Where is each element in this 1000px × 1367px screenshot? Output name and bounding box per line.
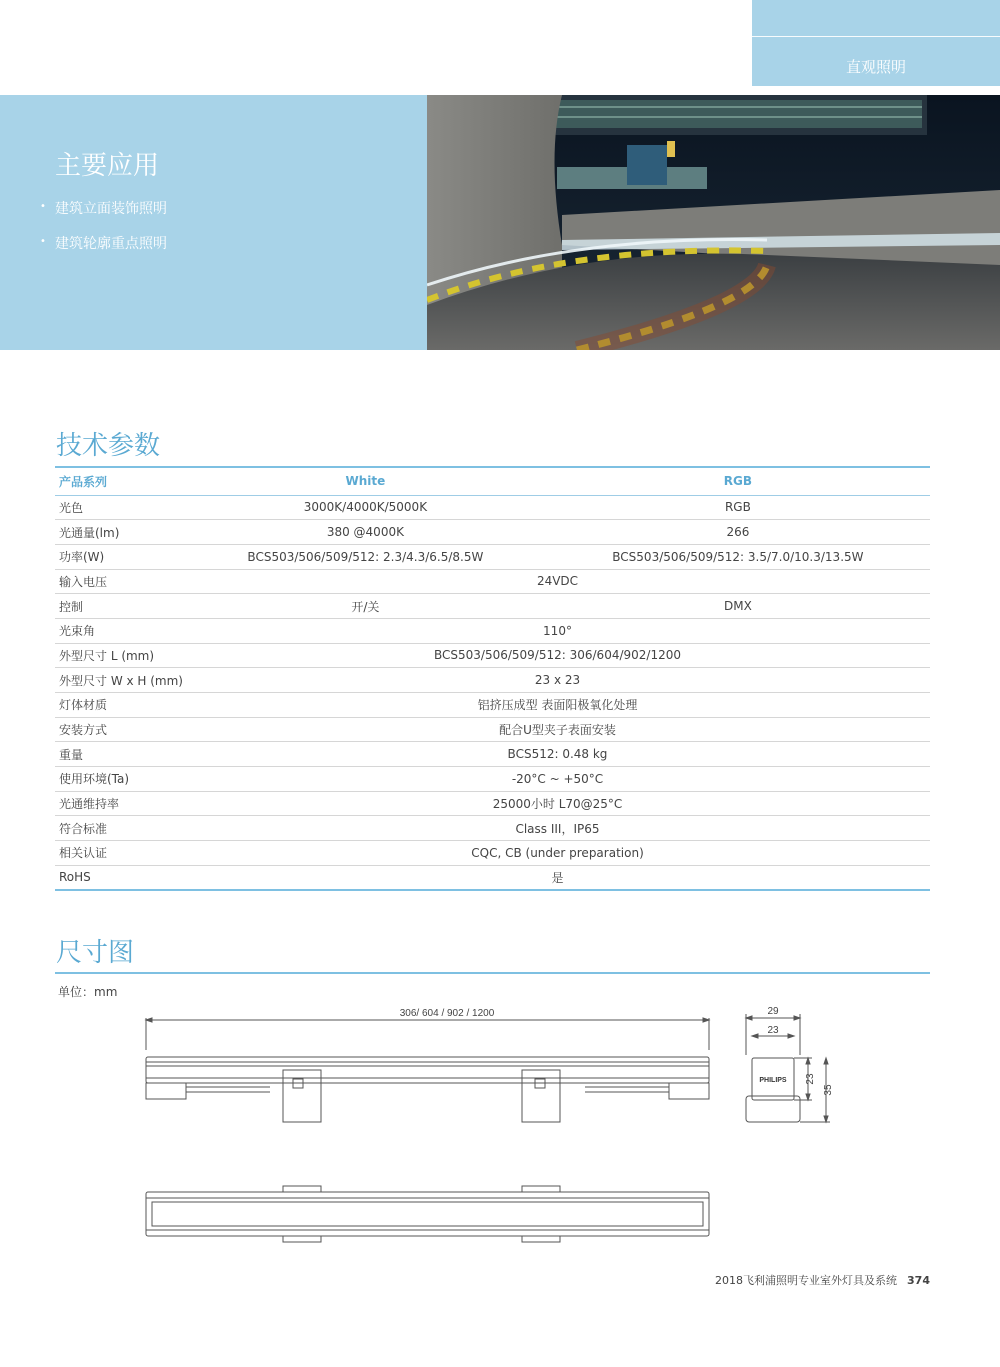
table-row: 功率(W) BCS503/506/509/512: 2.3/4.3/6.5/8.5W BCS503/506/509/512: 3.5/7.0/10.3/13.5W: [55, 544, 930, 569]
applications-title: 主要应用: [55, 151, 160, 181]
tab-divider: [752, 36, 1000, 37]
col-white: White: [185, 468, 546, 495]
page-number: 374: [907, 1274, 930, 1287]
dimensions-rule: [55, 972, 930, 974]
bullet-icon: •: [40, 236, 46, 247]
table-row: 灯体材质 铝挤压成型 表面阳极氧化处理: [55, 693, 930, 718]
table-row: RoHS 是: [55, 865, 930, 890]
col-product-series: 产品系列: [55, 468, 185, 495]
table-row: 重量 BCS512: 0.48 kg: [55, 742, 930, 767]
dimensions-title: 尺寸图: [56, 938, 135, 968]
unit-label: 单位：mm: [58, 985, 118, 999]
bullet-icon: •: [40, 201, 46, 212]
table-row: 使用环境(Ta) -20°C ~ +50°C: [55, 767, 930, 792]
table-row: 光通量(lm) 380 @4000K 266: [55, 520, 930, 545]
category-label: 直观照明: [845, 58, 906, 76]
table-row: 光通维持率 25000小时 L70@25°C: [55, 791, 930, 816]
width-outer-label: 29: [767, 1006, 779, 1017]
table-row: 安装方式 配合U型夹子表面安装: [55, 717, 930, 742]
application-item: • 建筑轮廓重点照明: [40, 233, 167, 268]
height-outer-label: 35: [823, 1084, 834, 1096]
page-footer: [715, 1272, 930, 1288]
table-row: 输入电压 24VDC: [55, 569, 930, 594]
table-row: 控制 开/关 DMX: [55, 594, 930, 619]
brand-label: PHILIPS: [759, 1077, 787, 1084]
col-rgb: RGB: [546, 468, 930, 495]
applications-panel: [0, 95, 427, 350]
table-row: 外型尺寸 L (mm) BCS503/506/509/512: 306/604/902/1200: [55, 643, 930, 668]
width-inner-label: 23: [767, 1025, 779, 1036]
table-row: 光束角 110°: [55, 618, 930, 643]
footer-text: 2018飞利浦照明专业室外灯具及系统: [715, 1274, 898, 1287]
table-row: 符合标准 Class III，IP65: [55, 816, 930, 841]
specs-title: 技术参数: [56, 431, 161, 461]
table-row: 相关认证 CQC, CB (under preparation): [55, 841, 930, 866]
height-inner-label: 23: [805, 1073, 816, 1085]
application-item: • 建筑立面装饰照明: [40, 198, 167, 233]
applications-list: [40, 198, 167, 268]
spec-table: [55, 468, 930, 891]
category-tab: [752, 0, 1000, 86]
length-label: 306/ 604 / 902 / 1200: [399, 1008, 495, 1019]
table-row: 光色 3000K/4000K/5000K RGB: [55, 495, 930, 520]
spec-header-row: [55, 468, 930, 495]
table-row: 外型尺寸 W x H (mm) 23 x 23: [55, 668, 930, 693]
hero-photo: [427, 95, 1000, 350]
dimension-drawing: [0, 1000, 1000, 1250]
